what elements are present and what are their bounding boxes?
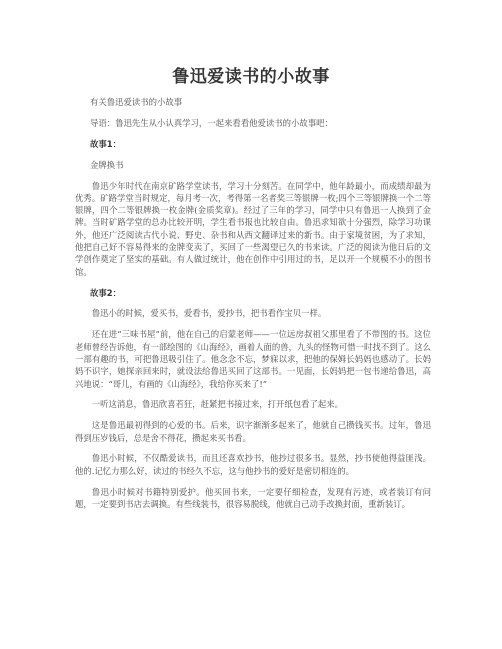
story-2-paragraph-5: 鲁迅小时候，不仅酷爱读书，而且还喜欢抄书，他抄过很多书。显然，抄书使他得益匪浅。他的.记忆力那么好，读过的书经久不忘，这与他抄书的爱好是密切相连的。 <box>75 453 431 476</box>
document-intro: 导语：鲁迅先生从小认真学习，一起来看看他爱读书的小故事吧： <box>90 117 333 128</box>
story-2-paragraph-2: 还在进“三味书屋”前，他在自己的启蒙老师——一位远房叔祖父那里看了不带图的书。这位老师曾经告诉他，有一部绘图的《山海经》，画着人面的兽，九头的怪物可惜一时找不到了。这么一部有趣的书，可把鲁迅吸引住了。他念念不忘，梦寐以求，把他的保姆长妈妈也感动了。长妈妈不识字，她探亲回来时，就设法给鲁迅买回了这部书。一见面，长妈妈把一包书递给鲁迅，高兴地说：“哥儿，有画的《山海经》，我给你买来了!” <box>75 329 431 389</box>
document-subtitle: 有关鲁迅爱读书的小故事 <box>90 97 183 107</box>
story-1-paragraph: 鲁迅少年时代在南京矿路学堂读书，学习十分刻苦。在同学中，他年龄最小，而成绩却最为优秀。矿路学堂当时规定，每月考一次，考得第一名者奖三等银牌一枚;四个三等银牌换一个二等银牌，四个二等银牌换一枚金牌(金质奖章)。经过了三年的学习，同学中只有鲁迅一人换到了金牌。当时矿路学堂的总办比较开明，学生看书报也比较自由。鲁迅求知欲十分强烈，除学习功课外，他还广泛阅读古代小说、野史、杂书和从西文翻译过来的新书。由于家境贫困，为了求知，他把自己好不容易得来的金牌变卖了，买回了一些渴望已久的书来读。广泛的阅读为他日后的文学创作奠定了坚实的基础。有人做过统计，他在创作中引用过的书，足以开一个规模不小的图书馆。 <box>75 180 431 277</box>
story-1-name: 金牌换书 <box>90 159 124 170</box>
story-2-paragraph-1: 鲁迅小的时候，爱买书，爱看书，爱抄书，把书看作宝贝一样。 <box>91 308 327 319</box>
story-1-heading: 故事1： <box>90 138 121 149</box>
story-2-paragraph-4: 这是鲁迅最初得到的心爱的书。后来，识字渐渐多起来了，他就自己攒钱买书。过年，鲁迅得到压岁钱后，总是舍不得花，攒起来买书看。 <box>75 420 431 443</box>
document-body <box>75 96 431 519</box>
story-2-paragraph-3: 一听这消息，鲁迅欣喜若狂，赶紧把书接过来，打开纸包看了起来。 <box>91 399 344 410</box>
page-title: 鲁迅爱读书的小故事 <box>172 67 330 87</box>
story-2-heading: 故事2： <box>90 287 121 298</box>
story-2-paragraph-6: 鲁迅小时候对书籍特别爱护。他买回书来，一定要仔细检查，发现有污迹，或者装订有问题，一定要到书店去调换。有些线装书，很容易脱线，他就自己动手改换封面，重新装订。 <box>75 486 431 509</box>
